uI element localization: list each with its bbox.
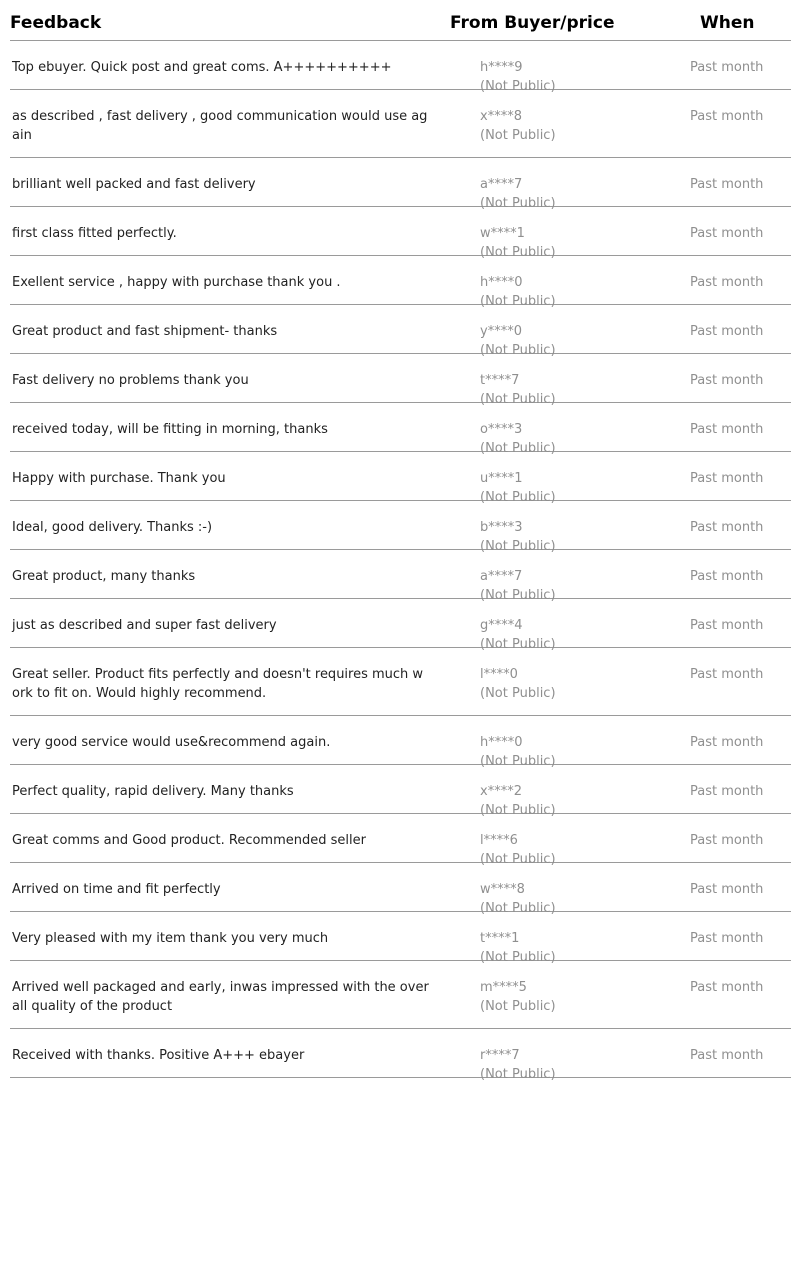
when-text: Past month [690, 1048, 764, 1063]
column-header-feedback: Feedback [10, 13, 102, 33]
table-row [10, 501, 791, 554]
buyer-id: x****2 [480, 784, 522, 799]
price-text: (Not Public) [480, 950, 556, 965]
buyer-id: w****8 [480, 882, 525, 897]
table-row [10, 765, 791, 818]
when-text: Past month [690, 569, 764, 584]
buyer-cell [480, 665, 556, 703]
when-text: Past month [690, 373, 764, 388]
buyer-id: b****3 [480, 520, 523, 535]
when-text: Past month [690, 226, 764, 241]
feedback-text: Exellent service , happy with purchase thank you . [12, 275, 341, 290]
buyer-cell [480, 1046, 556, 1084]
feedback-text: very good service would use&recommend again. [12, 735, 331, 750]
buyer-id: r****7 [480, 1048, 520, 1063]
when-text: Past month [690, 520, 764, 535]
buyer-id: h****9 [480, 60, 523, 75]
table-row [10, 354, 791, 407]
feedback-text: brilliant well packed and fast delivery [12, 177, 256, 192]
buyer-cell [480, 107, 556, 145]
when-text: Past month [690, 324, 764, 339]
buyer-id: l****0 [480, 667, 518, 682]
table-row [10, 158, 791, 211]
feedback-text: Received with thanks. Positive A+++ ebayer [12, 1048, 305, 1063]
feedback-text: Top ebuyer. Quick post and great coms. A++++++++++ [12, 60, 392, 75]
table-row [10, 863, 791, 916]
feedback-text: as described , fast delivery , good communication would use again [12, 109, 428, 143]
price-text: (Not Public) [480, 539, 556, 554]
column-header-when: When [700, 13, 755, 33]
buyer-cell [480, 978, 556, 1016]
feedback-text: Arrived on time and fit perfectly [12, 882, 221, 897]
feedback-text: Great seller. Product fits perfectly and doesn't requires much work to fit on. Would highly recommend. [12, 667, 424, 701]
buyer-id: y****0 [480, 324, 522, 339]
table-row [10, 550, 791, 603]
feedback-text: just as described and super fast delivery [12, 618, 277, 633]
when-text: Past month [690, 275, 764, 290]
feedback-text: Happy with purchase. Thank you [12, 471, 226, 486]
feedback-text: Perfect quality, rapid delivery. Many thanks [12, 784, 294, 799]
price-text: (Not Public) [480, 754, 556, 769]
table-row [10, 41, 791, 94]
price-text: (Not Public) [480, 999, 556, 1014]
price-text: (Not Public) [480, 686, 556, 701]
when-text: Past month [690, 177, 764, 192]
when-text: Past month [690, 109, 764, 124]
feedback-text: Very pleased with my item thank you very much [12, 931, 329, 946]
table-row [10, 305, 791, 358]
table-row [10, 452, 791, 505]
feedback-text: Great comms and Good product. Recommended seller [12, 833, 366, 848]
table-row [10, 1029, 791, 1082]
price-text: (Not Public) [480, 196, 556, 211]
buyer-id: t****7 [480, 373, 520, 388]
buyer-id: h****0 [480, 275, 523, 290]
when-text: Past month [690, 931, 764, 946]
price-text: (Not Public) [480, 490, 556, 505]
buyer-id: o****3 [480, 422, 523, 437]
table-header [10, 0, 791, 41]
feedback-text: received today, will be fitting in morning, thanks [12, 422, 328, 437]
when-text: Past month [690, 735, 764, 750]
table-row [10, 256, 791, 309]
price-text: (Not Public) [480, 245, 556, 260]
buyer-id: u****1 [480, 471, 523, 486]
feedback-text: Arrived well packaged and early, inwas impressed with the overall quality of the product [12, 980, 429, 1014]
buyer-id: a****7 [480, 177, 523, 192]
price-text: (Not Public) [480, 294, 556, 309]
price-text: (Not Public) [480, 128, 556, 143]
buyer-id: t****1 [480, 931, 520, 946]
price-text: (Not Public) [480, 392, 556, 407]
buyer-id: g****4 [480, 618, 523, 633]
table-row [10, 599, 791, 652]
price-text: (Not Public) [480, 901, 556, 916]
when-text: Past month [690, 667, 764, 682]
table-row [10, 961, 791, 1029]
when-text: Past month [690, 471, 764, 486]
price-text: (Not Public) [480, 588, 556, 603]
when-text: Past month [690, 784, 764, 799]
price-text: (Not Public) [480, 343, 556, 358]
buyer-id: w****1 [480, 226, 525, 241]
buyer-id: a****7 [480, 569, 523, 584]
price-text: (Not Public) [480, 637, 556, 652]
table-row [10, 90, 791, 158]
feedback-text: Fast delivery no problems thank you [12, 373, 249, 388]
price-text: (Not Public) [480, 803, 556, 818]
buyer-id: x****8 [480, 109, 522, 124]
table-row [10, 207, 791, 260]
table-row [10, 716, 791, 769]
column-header-buyer-price: From Buyer/price [450, 13, 615, 33]
feedback-text: Ideal, good delivery. Thanks :-) [12, 520, 213, 535]
when-text: Past month [690, 882, 764, 897]
buyer-id: m****5 [480, 980, 527, 995]
price-text: (Not Public) [480, 79, 556, 94]
feedback-table [10, 0, 791, 1082]
when-text: Past month [690, 618, 764, 633]
when-text: Past month [690, 422, 764, 437]
table-row [10, 814, 791, 867]
table-row [10, 648, 791, 716]
feedback-text: Great product, many thanks [12, 569, 196, 584]
when-text: Past month [690, 60, 764, 75]
feedback-text: first class fitted perfectly. [12, 226, 177, 241]
feedback-text: Great product and fast shipment- thanks [12, 324, 278, 339]
buyer-id: h****0 [480, 735, 523, 750]
price-text: (Not Public) [480, 852, 556, 867]
buyer-id: l****6 [480, 833, 518, 848]
price-text: (Not Public) [480, 1067, 556, 1082]
when-text: Past month [690, 833, 764, 848]
table-row [10, 912, 791, 965]
when-text: Past month [690, 980, 764, 995]
table-row [10, 403, 791, 456]
price-text: (Not Public) [480, 441, 556, 456]
